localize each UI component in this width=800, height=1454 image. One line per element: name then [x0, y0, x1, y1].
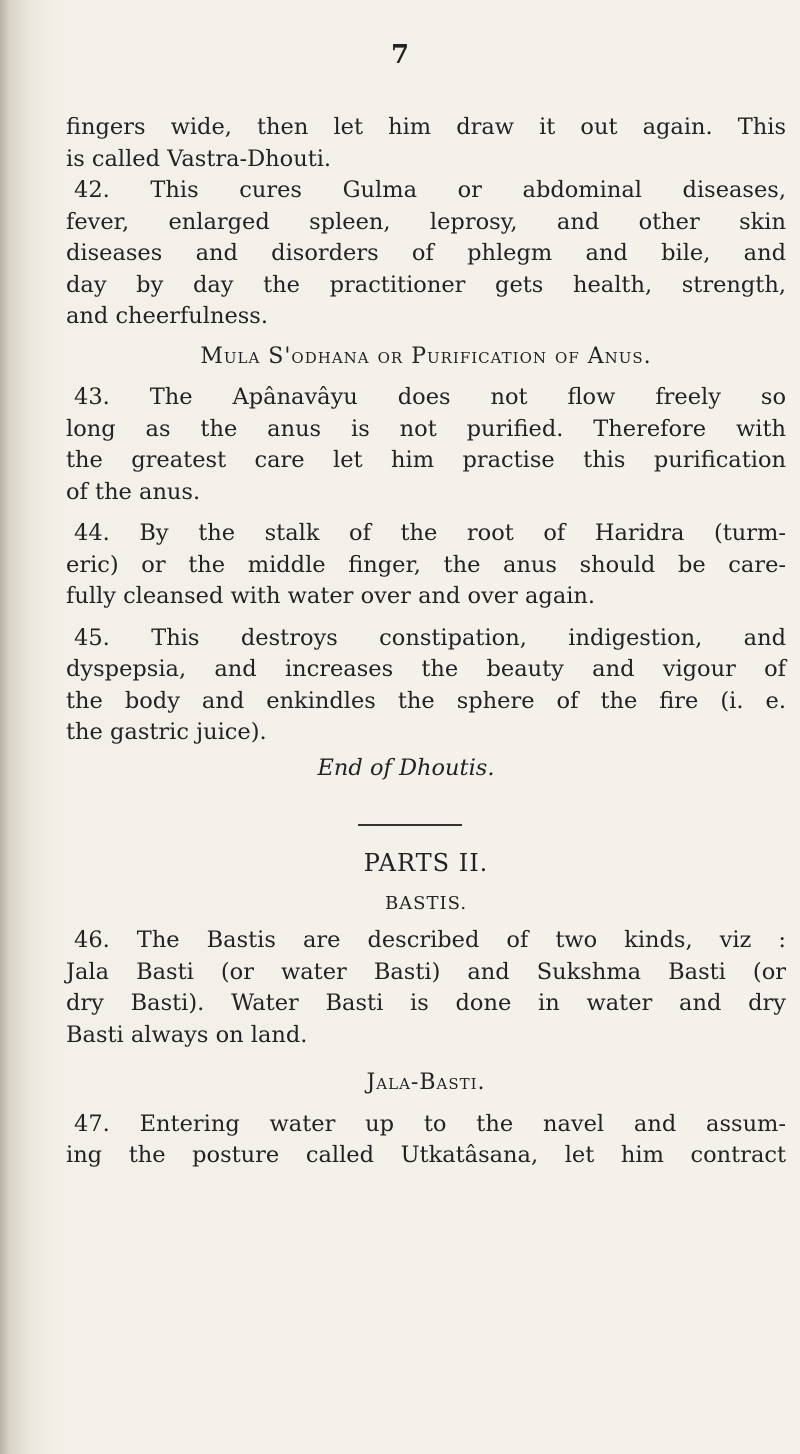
text-line: the gastric juice). [66, 719, 267, 745]
text-line: eric) or the middle finger, the anus should be care- [66, 551, 786, 578]
text-line: 44. By the stalk of the root of Haridra (turm- [74, 520, 786, 546]
text-line: diseases and disorders of phlegm and bile, and [66, 240, 786, 266]
section-divider [358, 824, 462, 826]
parts-heading: PARTS II. [363, 849, 489, 877]
text-line: fingers wide, then let him draw it out again. This [66, 114, 786, 140]
text-line: dyspepsia, and increases the beauty and vigour of [66, 656, 786, 682]
text-line: ing the posture called Utkatâsana, let him contract [66, 1142, 786, 1168]
text-line: dry Basti). Water Basti is done in water and dry [66, 990, 786, 1016]
text-line: fever, enlarged spleen, leprosy, and other skin [66, 208, 786, 235]
page-number: 7 [390, 40, 410, 70]
bastis-heading: BASTIS. [384, 892, 468, 914]
text-line: 46. The Bastis are described of two kinds, viz : [74, 927, 786, 953]
text-line: 42. This cures Gulma or abdominal diseases, [74, 177, 786, 203]
text-line: Basti always on land. [66, 1021, 308, 1048]
text-line: is called Vastra-Dhouti. [66, 145, 332, 172]
text-line: Jala Basti (or water Basti) and Sukshma Basti (or [66, 958, 786, 985]
section-heading-mula-sodhana: Mula S'odhana or Purification of Anus. [200, 343, 652, 369]
text-line: 43. The Apânavâyu does not flow freely so [74, 384, 786, 410]
end-of-dhoutis: End of Dhoutis. [317, 754, 495, 781]
page-body [66, 112, 786, 1172]
text-line: fully cleansed with water over and over again. [66, 583, 596, 609]
text-line: the greatest care let him practise this purification [66, 447, 786, 473]
text-line: of the anus. [66, 478, 201, 505]
section-heading-jala-basti: Jala-Basti. [366, 1070, 486, 1095]
text-line: and cheerfulness. [66, 303, 269, 329]
text-line: 45. This destroys constipation, indigestion, and [74, 624, 786, 651]
text-line: long as the anus is not purified. Therefore with [66, 415, 786, 442]
text-line: day by day the practitioner gets health, strength, [66, 271, 786, 298]
text-line: the body and enkindles the sphere of the fire (i. e. [66, 687, 786, 714]
text-line: 47. Entering water up to the navel and assum- [74, 1110, 786, 1137]
